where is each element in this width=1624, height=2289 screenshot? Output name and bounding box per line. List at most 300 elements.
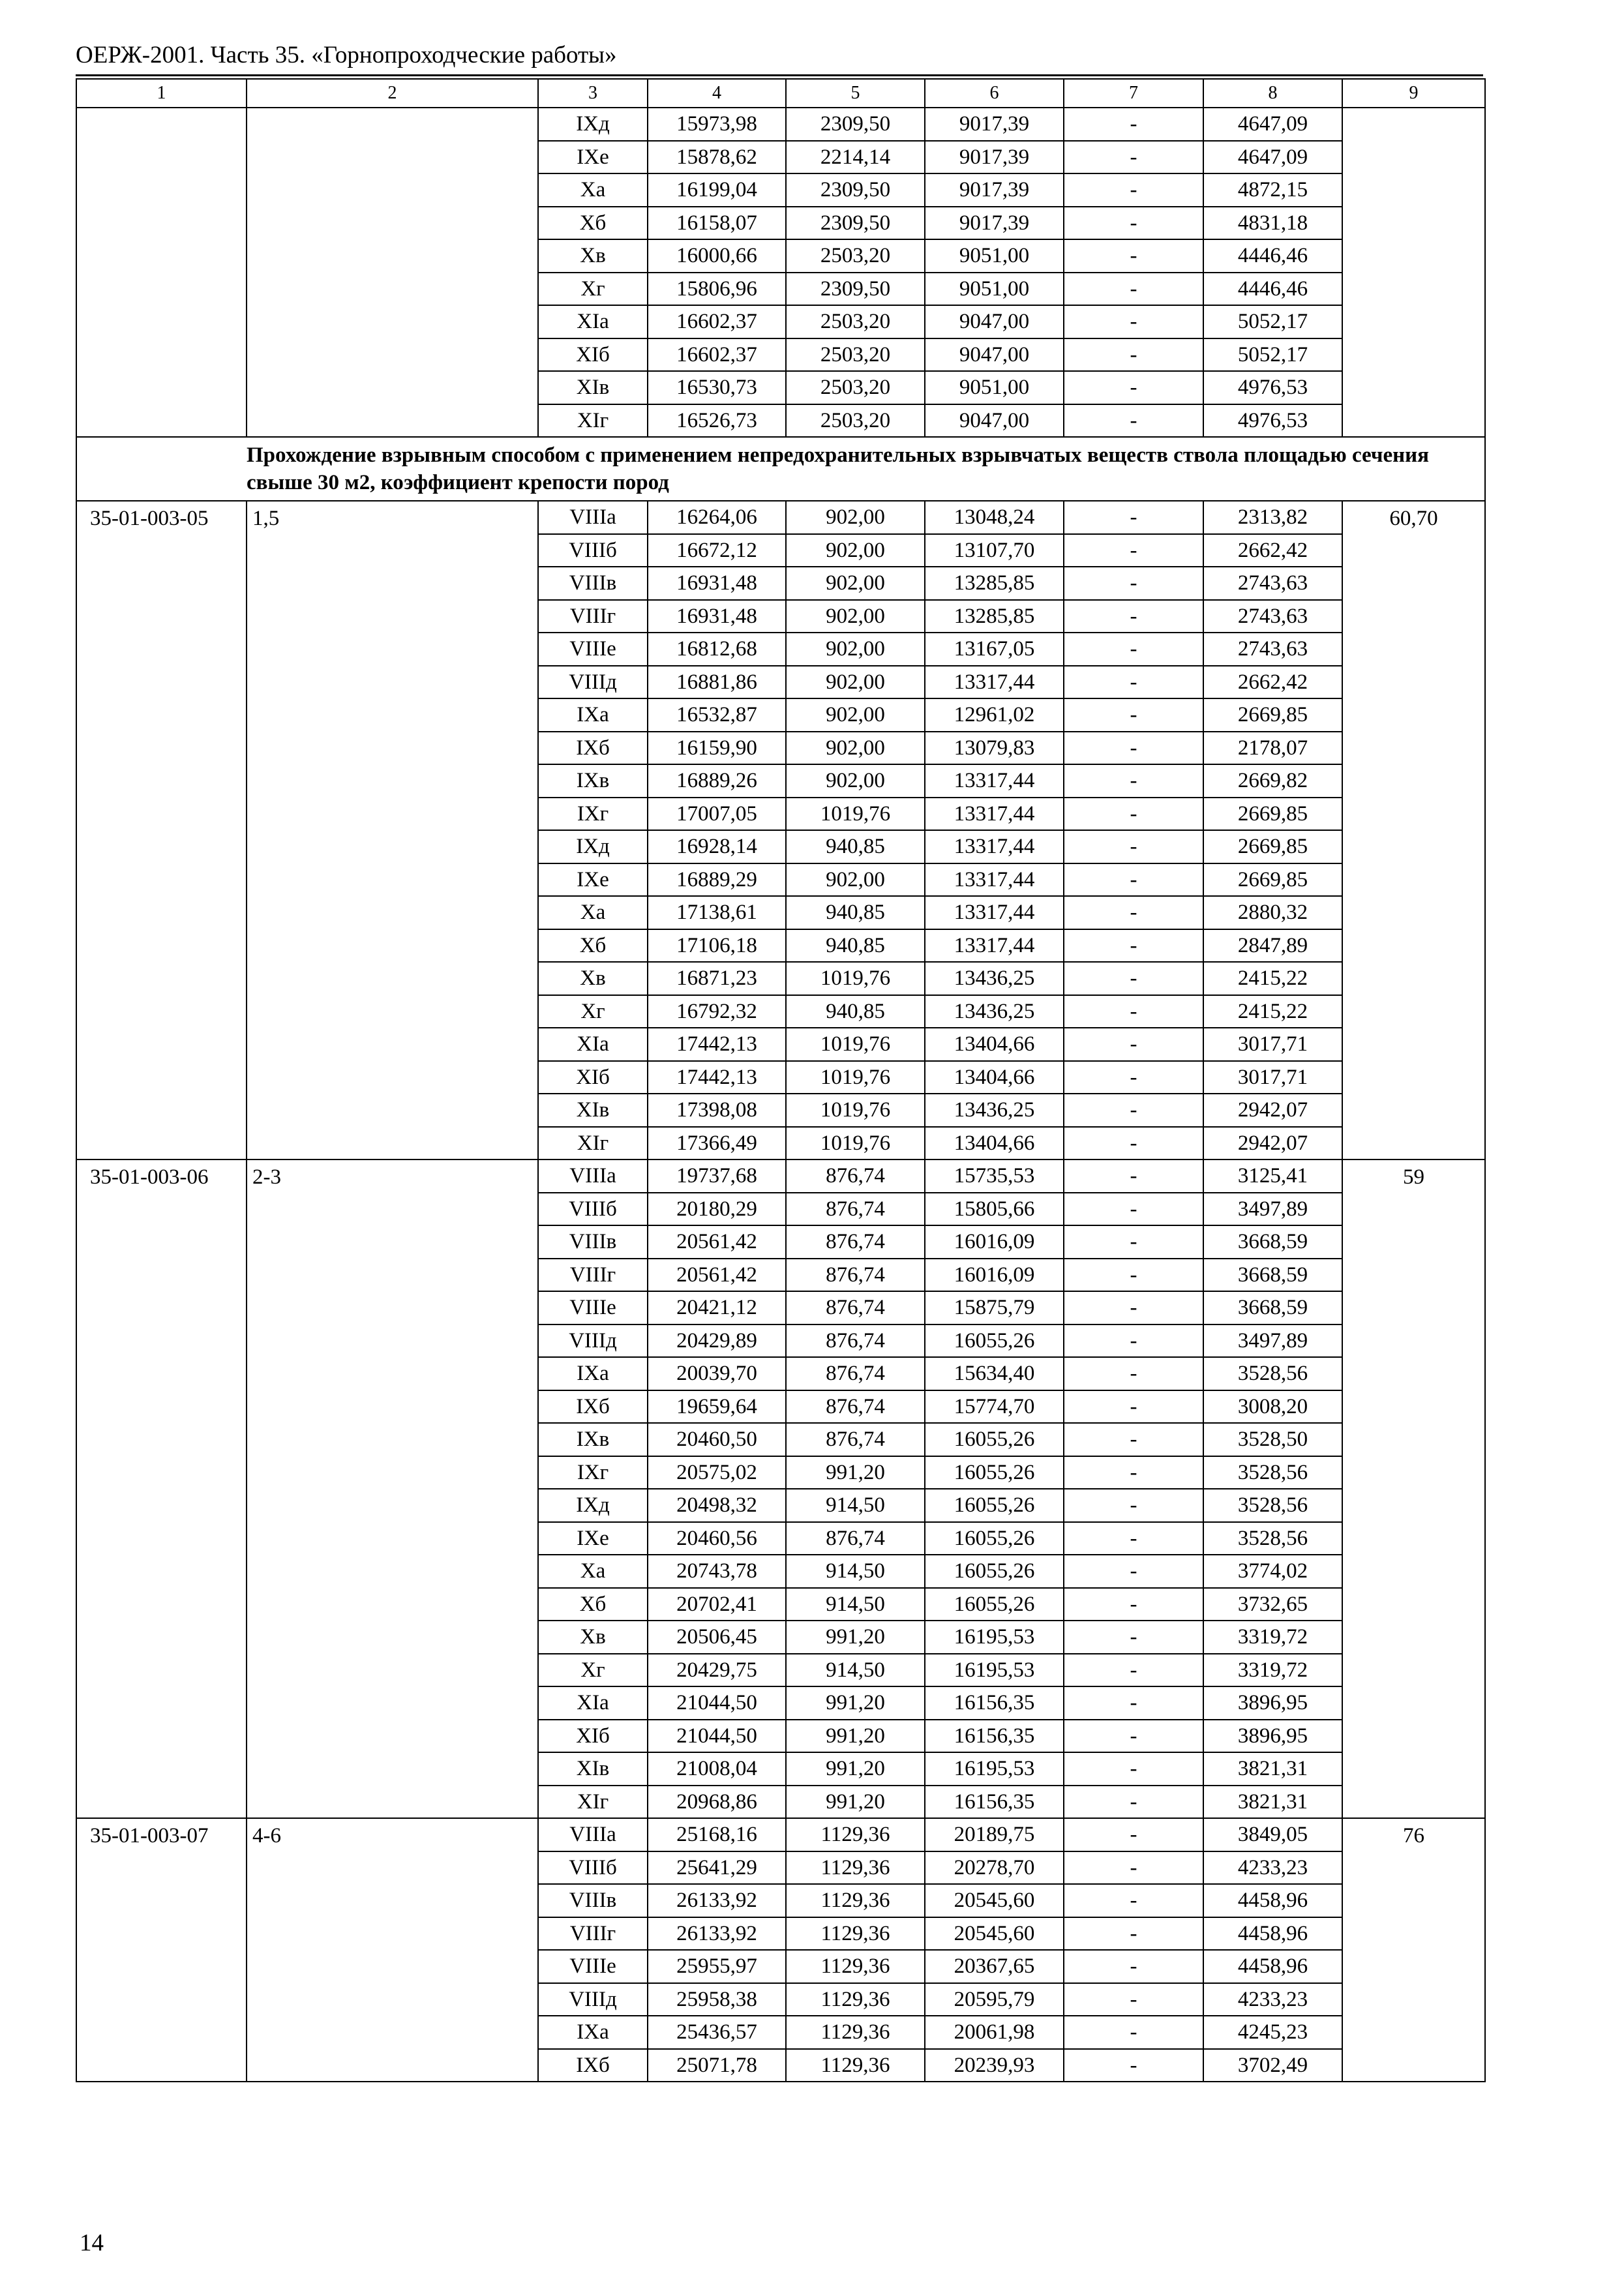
- materials-cost-cell: 3319,72: [1203, 1621, 1342, 1654]
- rock-category-cell: XIб: [538, 338, 648, 372]
- labor-cost-cell: 991,20: [786, 1686, 925, 1720]
- labor-cost-cell: 1019,76: [786, 1127, 925, 1160]
- total-cost-cell: 20498,32: [648, 1489, 786, 1522]
- rock-category-cell: VIIIб: [538, 1851, 648, 1885]
- table-row: [76, 1159, 1485, 1193]
- total-cost-cell: 20743,78: [648, 1555, 786, 1588]
- column-number-cell: 8: [1203, 79, 1342, 108]
- machine-cost-cell: 13285,85: [925, 567, 1064, 600]
- driver-cost-cell: -: [1064, 404, 1203, 438]
- rock-category-cell: VIIIв: [538, 1225, 648, 1259]
- rock-category-cell: Xа: [538, 173, 648, 207]
- driver-cost-cell: -: [1064, 896, 1203, 929]
- column-number-cell: 1: [76, 79, 247, 108]
- labor-cost-cell: 991,20: [786, 1752, 925, 1786]
- materials-cost-cell: 3497,89: [1203, 1324, 1342, 1358]
- machine-cost-cell: 13404,66: [925, 1061, 1064, 1094]
- driver-cost-cell: -: [1064, 108, 1203, 141]
- labor-cost-cell: 876,74: [786, 1159, 925, 1193]
- driver-cost-cell: -: [1064, 1291, 1203, 1324]
- rock-category-cell: VIIIд: [538, 1983, 648, 2016]
- driver-cost-cell: -: [1064, 1193, 1203, 1226]
- rock-category-cell: IXд: [538, 108, 648, 141]
- driver-cost-cell: -: [1064, 1159, 1203, 1193]
- rock-category-cell: Xб: [538, 207, 648, 240]
- machine-cost-cell: 9017,39: [925, 173, 1064, 207]
- norm-code-cell: 35-01-003-07: [76, 1818, 247, 2082]
- labor-cost-cell: 902,00: [786, 600, 925, 633]
- materials-cost-cell: 3017,71: [1203, 1061, 1342, 1094]
- total-cost-cell: 20575,02: [648, 1456, 786, 1489]
- materials-cost-cell: 2669,82: [1203, 764, 1342, 798]
- materials-cost-cell: 3528,56: [1203, 1522, 1342, 1555]
- materials-cost-cell: 3774,02: [1203, 1555, 1342, 1588]
- total-cost-cell: 17442,13: [648, 1028, 786, 1061]
- materials-cost-cell: 3702,49: [1203, 2049, 1342, 2082]
- column-number-row: [76, 79, 1485, 108]
- rock-category-cell: IXб: [538, 1390, 648, 1424]
- machine-cost-cell: 16055,26: [925, 1522, 1064, 1555]
- rock-category-cell: VIIIв: [538, 567, 648, 600]
- total-cost-cell: 17366,49: [648, 1127, 786, 1160]
- materials-cost-cell: 4831,18: [1203, 207, 1342, 240]
- rock-category-cell: IXе: [538, 863, 648, 897]
- labor-cost-cell: 2503,20: [786, 239, 925, 273]
- labor-cost-cell: 1129,36: [786, 2016, 925, 2049]
- total-cost-cell: 20460,56: [648, 1522, 786, 1555]
- rock-category-cell: IXв: [538, 1423, 648, 1456]
- rock-category-cell: Xг: [538, 995, 648, 1028]
- labor-cost-cell: 876,74: [786, 1259, 925, 1292]
- labor-cost-cell: 1019,76: [786, 1028, 925, 1061]
- driver-cost-cell: -: [1064, 1851, 1203, 1885]
- materials-cost-cell: 4872,15: [1203, 173, 1342, 207]
- total-cost-cell: 17442,13: [648, 1061, 786, 1094]
- driver-cost-cell: -: [1064, 2049, 1203, 2082]
- driver-cost-cell: -: [1064, 1357, 1203, 1390]
- machine-cost-cell: 13317,44: [925, 666, 1064, 699]
- rock-category-cell: VIIIд: [538, 1324, 648, 1358]
- machine-cost-cell: 13436,25: [925, 995, 1064, 1028]
- materials-cost-cell: 2669,85: [1203, 863, 1342, 897]
- driver-cost-cell: -: [1064, 1654, 1203, 1687]
- labor-cost-cell: 2309,50: [786, 273, 925, 306]
- materials-cost-cell: 3668,59: [1203, 1291, 1342, 1324]
- driver-cost-cell: -: [1064, 1127, 1203, 1160]
- labor-cost-cell: 1019,76: [786, 962, 925, 995]
- labor-cost-cell: 902,00: [786, 534, 925, 567]
- machine-cost-cell: 9051,00: [925, 371, 1064, 404]
- driver-cost-cell: -: [1064, 534, 1203, 567]
- rock-category-cell: VIIIе: [538, 1291, 648, 1324]
- total-cost-cell: 16000,66: [648, 239, 786, 273]
- labor-cost-cell: 1019,76: [786, 1094, 925, 1127]
- total-cost-cell: 16526,73: [648, 404, 786, 438]
- rock-category-cell: IXа: [538, 2016, 648, 2049]
- total-cost-cell: 16812,68: [648, 633, 786, 666]
- driver-cost-cell: -: [1064, 863, 1203, 897]
- rock-category-cell: Xа: [538, 896, 648, 929]
- materials-cost-cell: 3668,59: [1203, 1259, 1342, 1292]
- total-cost-cell: 25168,16: [648, 1818, 786, 1851]
- machine-cost-cell: 9017,39: [925, 108, 1064, 141]
- driver-cost-cell: -: [1064, 633, 1203, 666]
- materials-cost-cell: 2662,42: [1203, 666, 1342, 699]
- labor-cost-cell: 2503,20: [786, 371, 925, 404]
- machine-cost-cell: 20545,60: [925, 1917, 1064, 1951]
- materials-cost-cell: 2942,07: [1203, 1094, 1342, 1127]
- driver-cost-cell: -: [1064, 1752, 1203, 1786]
- total-cost-cell: 17007,05: [648, 798, 786, 831]
- total-cost-cell: 16889,29: [648, 863, 786, 897]
- rock-category-cell: VIIIг: [538, 1259, 648, 1292]
- rock-category-cell: Xб: [538, 1588, 648, 1621]
- machine-cost-cell: 15735,53: [925, 1159, 1064, 1193]
- labor-cost-cell: 940,85: [786, 896, 925, 929]
- machine-cost-cell: 16156,35: [925, 1720, 1064, 1753]
- materials-cost-cell: 3821,31: [1203, 1752, 1342, 1786]
- machine-cost-cell: 20278,70: [925, 1851, 1064, 1885]
- machine-cost-cell: 13317,44: [925, 798, 1064, 831]
- total-cost-cell: 26133,92: [648, 1884, 786, 1917]
- materials-cost-cell: 3528,56: [1203, 1489, 1342, 1522]
- total-cost-cell: 21044,50: [648, 1686, 786, 1720]
- total-cost-cell: 25641,29: [648, 1851, 786, 1885]
- rock-category-cell: XIг: [538, 1786, 648, 1819]
- driver-cost-cell: -: [1064, 273, 1203, 306]
- total-cost-cell: 20561,42: [648, 1225, 786, 1259]
- rock-category-cell: VIIIе: [538, 633, 648, 666]
- materials-cost-cell: 2178,07: [1203, 732, 1342, 765]
- total-cost-cell: 16264,06: [648, 501, 786, 534]
- machine-cost-cell: 9051,00: [925, 239, 1064, 273]
- total-cost-cell: 19659,64: [648, 1390, 786, 1424]
- driver-cost-cell: -: [1064, 1621, 1203, 1654]
- machine-cost-cell: 9051,00: [925, 273, 1064, 306]
- labor-cost-cell: 876,74: [786, 1357, 925, 1390]
- materials-cost-cell: 2669,85: [1203, 830, 1342, 863]
- materials-cost-cell: 3668,59: [1203, 1225, 1342, 1259]
- machine-cost-cell: 13317,44: [925, 764, 1064, 798]
- labor-cost-cell: 1129,36: [786, 1983, 925, 2016]
- materials-cost-cell: 2743,63: [1203, 567, 1342, 600]
- driver-cost-cell: -: [1064, 666, 1203, 699]
- total-cost-cell: 16672,12: [648, 534, 786, 567]
- labor-cost-cell: 991,20: [786, 1720, 925, 1753]
- driver-cost-cell: -: [1064, 567, 1203, 600]
- rock-category-cell: Xв: [538, 239, 648, 273]
- labor-cost-cell: 991,20: [786, 1786, 925, 1819]
- materials-cost-cell: 4245,23: [1203, 2016, 1342, 2049]
- rock-category-cell: IXг: [538, 1456, 648, 1489]
- total-cost-cell: 15806,96: [648, 273, 786, 306]
- column-number-cell: 4: [648, 79, 786, 108]
- driver-cost-cell: -: [1064, 1720, 1203, 1753]
- driver-cost-cell: -: [1064, 1522, 1203, 1555]
- materials-cost-cell: 2313,82: [1203, 501, 1342, 534]
- driver-cost-cell: -: [1064, 1884, 1203, 1917]
- driver-cost-cell: -: [1064, 1061, 1203, 1094]
- table-row: [76, 1818, 1485, 1851]
- total-cost-cell: 20702,41: [648, 1588, 786, 1621]
- materials-cost-cell: 2669,85: [1203, 798, 1342, 831]
- driver-cost-cell: -: [1064, 338, 1203, 372]
- machine-cost-cell: 16055,26: [925, 1324, 1064, 1358]
- labor-cost-cell: 914,50: [786, 1654, 925, 1687]
- labor-cost-cell: 902,00: [786, 732, 925, 765]
- rock-category-cell: XIв: [538, 1094, 648, 1127]
- labor-cost-cell: 876,74: [786, 1390, 925, 1424]
- materials-cost-cell: 3896,95: [1203, 1686, 1342, 1720]
- machine-cost-cell: 13285,85: [925, 600, 1064, 633]
- machine-cost-cell: 16195,53: [925, 1621, 1064, 1654]
- machine-cost-cell: 9017,39: [925, 141, 1064, 174]
- rock-category-cell: XIа: [538, 1028, 648, 1061]
- driver-cost-cell: -: [1064, 798, 1203, 831]
- driver-cost-cell: -: [1064, 1489, 1203, 1522]
- labor-cost-cell: 1129,36: [786, 1851, 925, 1885]
- header-rule: [76, 74, 1483, 76]
- machine-cost-cell: 16055,26: [925, 1588, 1064, 1621]
- labor-cost-cell: 902,00: [786, 633, 925, 666]
- total-cost-cell: 15878,62: [648, 141, 786, 174]
- materials-cost-cell: 4233,23: [1203, 1983, 1342, 2016]
- machine-cost-cell: 12961,02: [925, 698, 1064, 732]
- column-number-cell: 6: [925, 79, 1064, 108]
- machine-cost-cell: 16195,53: [925, 1654, 1064, 1687]
- labor-cost-cell: 991,20: [786, 1621, 925, 1654]
- driver-cost-cell: -: [1064, 1456, 1203, 1489]
- machine-cost-cell: 9047,00: [925, 404, 1064, 438]
- driver-cost-cell: -: [1064, 1818, 1203, 1851]
- driver-cost-cell: -: [1064, 1686, 1203, 1720]
- materials-cost-cell: 3017,71: [1203, 1028, 1342, 1061]
- rock-category-cell: VIIIг: [538, 600, 648, 633]
- labor-cost-cell: 2309,50: [786, 207, 925, 240]
- rock-category-cell: VIIIа: [538, 1159, 648, 1193]
- total-cost-cell: 17106,18: [648, 929, 786, 963]
- machine-cost-cell: 13107,70: [925, 534, 1064, 567]
- materials-cost-cell: 4976,53: [1203, 404, 1342, 438]
- driver-cost-cell: -: [1064, 1094, 1203, 1127]
- machine-cost-cell: 13317,44: [925, 863, 1064, 897]
- rock-category-cell: XIг: [538, 404, 648, 438]
- machine-cost-cell: 20061,98: [925, 2016, 1064, 2049]
- total-cost-cell: 20180,29: [648, 1193, 786, 1226]
- labor-cost-cell: 2503,20: [786, 305, 925, 338]
- parameter-cell: [247, 108, 538, 437]
- price-table: [76, 78, 1486, 2082]
- driver-cost-cell: -: [1064, 1028, 1203, 1061]
- machine-cost-cell: 20545,60: [925, 1884, 1064, 1917]
- materials-cost-cell: 5052,17: [1203, 338, 1342, 372]
- driver-cost-cell: -: [1064, 1324, 1203, 1358]
- machine-cost-cell: 15774,70: [925, 1390, 1064, 1424]
- total-cost-cell: 16871,23: [648, 962, 786, 995]
- labor-cost-cell: 1019,76: [786, 798, 925, 831]
- total-cost-cell: 16792,32: [648, 995, 786, 1028]
- machine-cost-cell: 13436,25: [925, 962, 1064, 995]
- driver-cost-cell: -: [1064, 207, 1203, 240]
- labor-cost-cell: 1129,36: [786, 1917, 925, 1951]
- driver-cost-cell: -: [1064, 1588, 1203, 1621]
- labor-cost-cell: 1129,36: [786, 2049, 925, 2082]
- driver-cost-cell: -: [1064, 305, 1203, 338]
- driver-cost-cell: -: [1064, 2016, 1203, 2049]
- table-row: [76, 501, 1485, 534]
- materials-cost-cell: 2415,22: [1203, 995, 1342, 1028]
- driver-cost-cell: -: [1064, 141, 1203, 174]
- total-cost-cell: 20561,42: [648, 1259, 786, 1292]
- rock-category-cell: Xб: [538, 929, 648, 963]
- labor-cost-cell: 1129,36: [786, 1818, 925, 1851]
- rock-category-cell: XIв: [538, 371, 648, 404]
- rock-category-cell: IXа: [538, 698, 648, 732]
- materials-cost-cell: 4446,46: [1203, 273, 1342, 306]
- driver-cost-cell: -: [1064, 371, 1203, 404]
- machine-cost-cell: 16055,26: [925, 1555, 1064, 1588]
- materials-cost-cell: 3732,65: [1203, 1588, 1342, 1621]
- rock-category-cell: XIв: [538, 1752, 648, 1786]
- labor-cost-cell: 902,00: [786, 863, 925, 897]
- materials-cost-cell: 4458,96: [1203, 1950, 1342, 1983]
- total-cost-cell: 16928,14: [648, 830, 786, 863]
- labor-cost-cell: 876,74: [786, 1193, 925, 1226]
- total-cost-cell: 16931,48: [648, 567, 786, 600]
- labor-cost-cell: 914,50: [786, 1555, 925, 1588]
- labor-cost-cell: 902,00: [786, 567, 925, 600]
- labor-cost-cell: 2309,50: [786, 108, 925, 141]
- total-cost-cell: 25955,97: [648, 1950, 786, 1983]
- machine-cost-cell: 16156,35: [925, 1686, 1064, 1720]
- column-number-cell: 2: [247, 79, 538, 108]
- total-cost-cell: 20039,70: [648, 1357, 786, 1390]
- driver-cost-cell: -: [1064, 501, 1203, 534]
- materials-cost-cell: 4647,09: [1203, 141, 1342, 174]
- rock-category-cell: XIб: [538, 1720, 648, 1753]
- driver-cost-cell: -: [1064, 1225, 1203, 1259]
- machine-cost-cell: 16016,09: [925, 1225, 1064, 1259]
- materials-cost-cell: 3896,95: [1203, 1720, 1342, 1753]
- driver-cost-cell: -: [1064, 1390, 1203, 1424]
- materials-cost-cell: 5052,17: [1203, 305, 1342, 338]
- driver-cost-cell: -: [1064, 1555, 1203, 1588]
- labor-cost-cell: 2309,50: [786, 173, 925, 207]
- driver-cost-cell: -: [1064, 600, 1203, 633]
- rock-category-cell: VIIIб: [538, 534, 648, 567]
- total-cost-cell: 20429,75: [648, 1654, 786, 1687]
- section-title: Прохождение взрывным способом с применением непредохранительных взрывчатых веществ ствола площадью сечения свыше 30 м2, коэффициент крепости пород: [76, 437, 1485, 501]
- machine-cost-cell: 16055,26: [925, 1423, 1064, 1456]
- machine-cost-cell: 13167,05: [925, 633, 1064, 666]
- machine-cost-cell: 16055,26: [925, 1456, 1064, 1489]
- total-cost-cell: 16159,90: [648, 732, 786, 765]
- rock-category-cell: IXд: [538, 1489, 648, 1522]
- labor-cost-cell: 876,74: [786, 1522, 925, 1555]
- labor-cost-cell: 2503,20: [786, 338, 925, 372]
- parameter-cell: 2-3: [247, 1159, 538, 1818]
- rock-category-cell: Xа: [538, 1555, 648, 1588]
- labor-cost-cell: 914,50: [786, 1588, 925, 1621]
- labor-cost-cell: 991,20: [786, 1456, 925, 1489]
- machine-cost-cell: 13404,66: [925, 1127, 1064, 1160]
- driver-cost-cell: -: [1064, 732, 1203, 765]
- labor-cost-cell: 2214,14: [786, 141, 925, 174]
- labor-hours-cell: 76: [1342, 1818, 1485, 2082]
- total-cost-cell: 16602,37: [648, 338, 786, 372]
- driver-cost-cell: -: [1064, 698, 1203, 732]
- rock-category-cell: VIIIе: [538, 1950, 648, 1983]
- machine-cost-cell: 20367,65: [925, 1950, 1064, 1983]
- rock-category-cell: VIIIа: [538, 501, 648, 534]
- machine-cost-cell: 15805,66: [925, 1193, 1064, 1226]
- labor-cost-cell: 940,85: [786, 995, 925, 1028]
- labor-hours-cell: 59: [1342, 1159, 1485, 1818]
- rock-category-cell: Xг: [538, 273, 648, 306]
- driver-cost-cell: -: [1064, 962, 1203, 995]
- machine-cost-cell: 16195,53: [925, 1752, 1064, 1786]
- machine-cost-cell: 16055,26: [925, 1489, 1064, 1522]
- machine-cost-cell: 9017,39: [925, 207, 1064, 240]
- materials-cost-cell: 4458,96: [1203, 1884, 1342, 1917]
- rock-category-cell: IXе: [538, 1522, 648, 1555]
- labor-cost-cell: 876,74: [786, 1423, 925, 1456]
- driver-cost-cell: -: [1064, 173, 1203, 207]
- labor-cost-cell: 1019,76: [786, 1061, 925, 1094]
- rock-category-cell: IXе: [538, 141, 648, 174]
- rock-category-cell: IXб: [538, 2049, 648, 2082]
- driver-cost-cell: -: [1064, 1423, 1203, 1456]
- materials-cost-cell: 3849,05: [1203, 1818, 1342, 1851]
- rock-category-cell: IXг: [538, 798, 648, 831]
- labor-cost-cell: 1129,36: [786, 1884, 925, 1917]
- materials-cost-cell: 2942,07: [1203, 1127, 1342, 1160]
- rock-category-cell: XIг: [538, 1127, 648, 1160]
- total-cost-cell: 21044,50: [648, 1720, 786, 1753]
- materials-cost-cell: 3008,20: [1203, 1390, 1342, 1424]
- driver-cost-cell: -: [1064, 764, 1203, 798]
- materials-cost-cell: 2743,63: [1203, 633, 1342, 666]
- total-cost-cell: 16199,04: [648, 173, 786, 207]
- total-cost-cell: 17138,61: [648, 896, 786, 929]
- total-cost-cell: 17398,08: [648, 1094, 786, 1127]
- norm-code-cell: 35-01-003-05: [76, 501, 247, 1159]
- total-cost-cell: 20506,45: [648, 1621, 786, 1654]
- materials-cost-cell: 3319,72: [1203, 1654, 1342, 1687]
- machine-cost-cell: 13404,66: [925, 1028, 1064, 1061]
- materials-cost-cell: 4233,23: [1203, 1851, 1342, 1885]
- rock-category-cell: Xв: [538, 1621, 648, 1654]
- price-table-body: [76, 79, 1485, 2082]
- rock-category-cell: XIа: [538, 1686, 648, 1720]
- table-row: [76, 108, 1485, 141]
- total-cost-cell: 15973,98: [648, 108, 786, 141]
- materials-cost-cell: 2662,42: [1203, 534, 1342, 567]
- driver-cost-cell: -: [1064, 1259, 1203, 1292]
- parameter-cell: 4-6: [247, 1818, 538, 2082]
- column-number-cell: 7: [1064, 79, 1203, 108]
- machine-cost-cell: 13317,44: [925, 929, 1064, 963]
- rock-category-cell: VIIIб: [538, 1193, 648, 1226]
- materials-cost-cell: 3528,50: [1203, 1423, 1342, 1456]
- column-number-cell: 3: [538, 79, 648, 108]
- machine-cost-cell: 9047,00: [925, 305, 1064, 338]
- driver-cost-cell: -: [1064, 1786, 1203, 1819]
- rock-category-cell: VIIIа: [538, 1818, 648, 1851]
- rock-category-cell: Xг: [538, 1654, 648, 1687]
- labor-cost-cell: 940,85: [786, 929, 925, 963]
- total-cost-cell: 25436,57: [648, 2016, 786, 2049]
